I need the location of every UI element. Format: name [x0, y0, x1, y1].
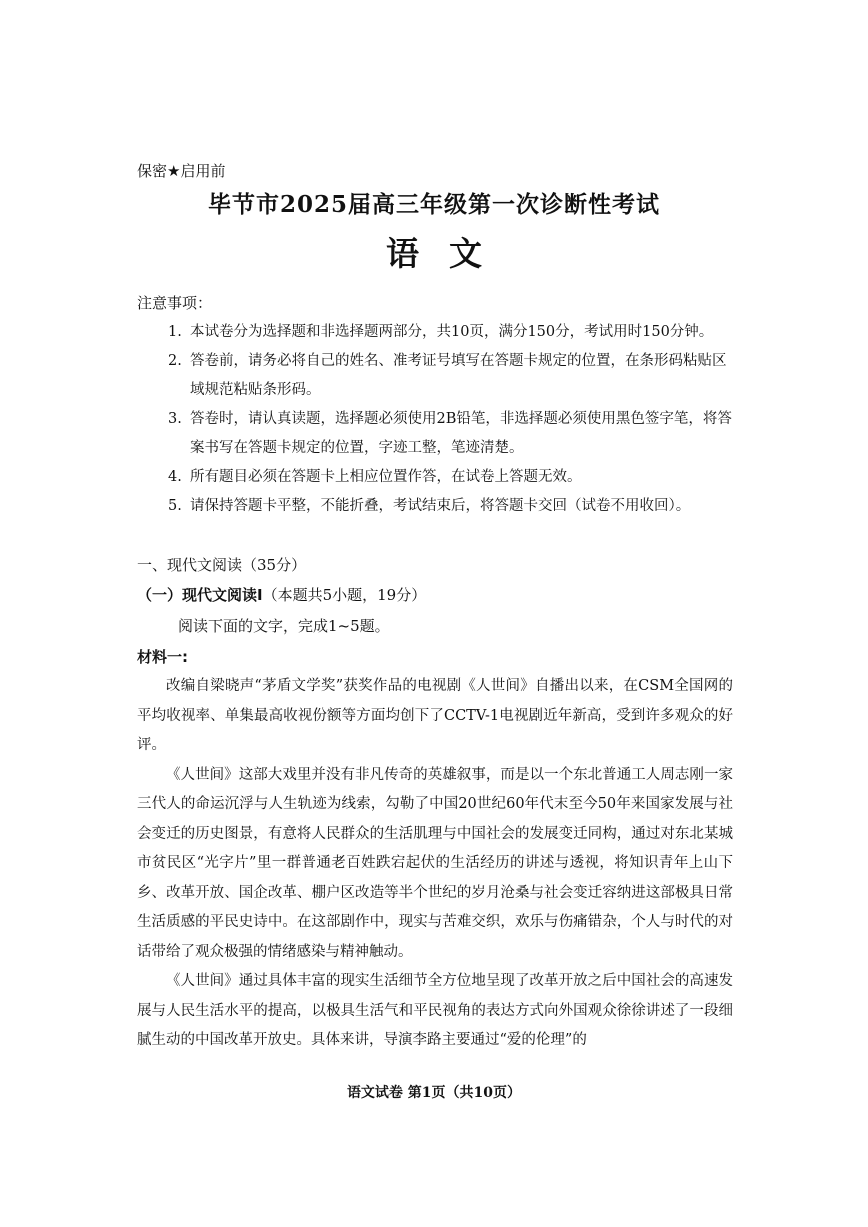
notice-item-number: 5. [168, 498, 182, 514]
passage-paragraph: 《人世间》通过具体丰富的现实生活细节全方位地呈现了改革开放之后中国社会的高速发展与人民生活水平的提高，以极具生活气和平民视角的表达方式向外国观众徐徐讲述了一段细腻生动的中国改革开放史。具体来讲，导演李路主要通过“爱的伦理”的 [137, 973, 733, 1048]
notice-item-text: 所有题目必须在答题卡上相应位置作答，在试卷上答题无效。 [190, 469, 582, 485]
notice-item [168, 405, 738, 463]
secret-mark: 保密★启用前 [137, 162, 226, 180]
notice-item [168, 492, 738, 521]
subsection-label: （一）现代文阅读Ⅰ [137, 586, 263, 604]
notice-item-text: 答卷前，请务必将自己的姓名、准考证号填写在答题卡规定的位置，在条形码粘贴区域规范粘贴条形码。 [190, 353, 727, 398]
notice-item-number: 4. [168, 469, 182, 485]
exam-title: 毕节市2025届高三年级第一次诊断性考试 [207, 191, 660, 218]
notice-heading: 注意事项： [137, 294, 213, 312]
subject-title: 语文 [386, 234, 512, 273]
passage-paragraph: 《人世间》这部大戏里并没有非凡传奇的英雄叙事，而是以一个东北普通工人周志刚一家三代人的命运沉浮与人生轨迹为线索，勾勒了中国20世纪60年代末至今50年来国家发展与社会变迁的历史图景，有意将人民群众的生活肌理与中国社会的发展变迁同构，通过对东北某城市贫民区“光字片”里一群普通老百姓跌宕起伏的生活经历的讲述与透视，将知识青年上山下乡、改革开放、国企改革、棚户区改造等半个世纪的岁月沧桑与社会变迁容纳进这部极具日常生活质感的平民史诗中。在这部剧作中，现实与苦难交织，欢乐与伤痛错杂，个人与时代的对话带给了观众极强的情绪感染与精神触动。 [137, 766, 733, 960]
notice-item-number: 1. [168, 324, 182, 340]
notice-item-number: 2. [168, 353, 182, 369]
subsection-detail: （本题共5小题，19分） [262, 586, 427, 604]
notice-item-text: 本试卷分为选择题和非选择题两部分，共10页，满分150分，考试用时150分钟。 [190, 324, 714, 340]
notice-item-text: 请保持答题卡平整，不能折叠，考试结束后，将答题卡交回（试卷不用收回）。 [190, 498, 691, 514]
notice-item [168, 347, 738, 405]
section-title: 一、现代文阅读（35分） [137, 556, 307, 574]
notice-item [168, 318, 738, 347]
material-label: 材料一: [137, 648, 188, 666]
notice-item-text: 答卷时，请认真读题，选择题必须使用2B铅笔，非选择题必须使用黑色签字笔，将答案书写在答题卡规定的位置，字迹工整，笔迹清楚。 [190, 411, 732, 456]
notice-item-number: 3. [168, 411, 182, 427]
page-footer: 语文试卷 第1页（共10页） [346, 1085, 522, 1101]
passage-body [137, 672, 733, 1056]
notice-item [168, 463, 738, 492]
subsection-title [137, 584, 426, 605]
passage-paragraph: 改编自梁晓声“茅盾文学奖”获奖作品的电视剧《人世间》自播出以来，在CSM全国网的平均收视率、单集最高收视份额等方面均创下了CCTV-1电视剧近年新高，受到许多观众的好评。 [137, 678, 733, 753]
reading-instruction: 阅读下面的文字，完成1~5题。 [178, 617, 390, 635]
notice-list [168, 318, 738, 521]
